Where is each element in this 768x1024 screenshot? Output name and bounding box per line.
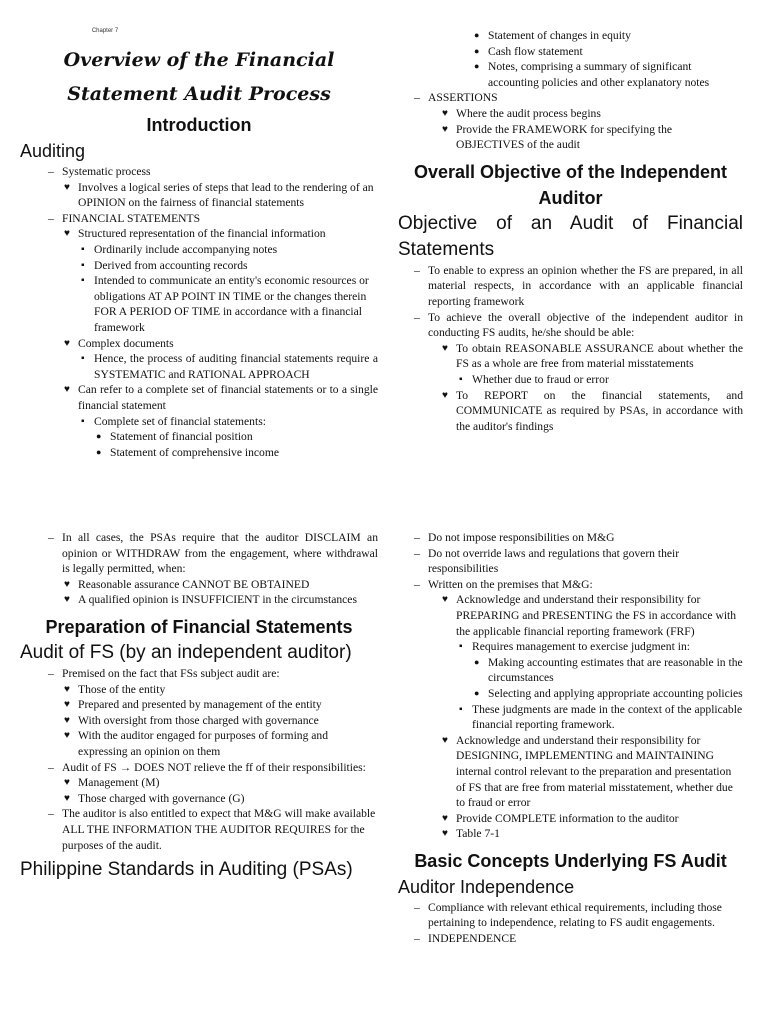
list-item: ● Statement of financial position <box>20 429 378 445</box>
heading-overall-objective: Overall Objective of the Independent Auditor <box>413 161 728 208</box>
list-item: ▪ Intended to communicate an entity's economic resources or obligations AT AP POINT IN TIME or the changes therein FOR A PERIOD OF TIME in accordance with a financial framework <box>20 273 378 335</box>
list-item: – The auditor is also entitled to expect that M&G will make available ALL THE INFORMATION THE AUDITOR REQUIRES for the purposes of the audit. <box>20 806 378 853</box>
list-item: ♥ Prepared and presented by management of the entity <box>20 697 378 713</box>
list-item: ● Notes, comprising a summary of significant accounting policies and other explanatory notes <box>398 59 743 90</box>
document-title-line-2: Statement Audit Process <box>67 83 331 105</box>
list-item: ● Selecting and applying appropriate accounting policies <box>398 686 743 702</box>
page-top-left <box>20 20 378 460</box>
list-item: ♥ Provide COMPLETE information to the auditor <box>398 811 743 827</box>
subheading-auditor-independence: Auditor Independence <box>398 876 575 897</box>
document-title-line-1: Overview of the Financial <box>63 49 335 71</box>
list-item: ▪ Whether due to fraud or error <box>398 372 743 388</box>
page-bottom-left <box>20 522 378 883</box>
list-item: ▪ Hence, the process of auditing financial statements require a SYSTEMATIC and RATIONAL APPROACH <box>20 351 378 382</box>
chapter-label: Chapter 7 <box>91 28 119 34</box>
list-item: ♥ Involves a logical series of steps that lead to the rendering of an OPINION on the fairness of financial statements <box>20 180 378 211</box>
list-item: ♥ Management (M) <box>20 775 378 791</box>
list-item: ● Making accounting estimates that are reasonable in the circumstances <box>398 655 743 686</box>
list-item: ♥ Those of the entity <box>20 682 378 698</box>
list-item: – FINANCIAL STATEMENTS <box>20 211 378 227</box>
list-item: – In all cases, the PSAs require that the auditor DISCLAIM an opinion or WITHDRAW from the engagement, where withdrawal is legally permitted, when: <box>20 530 378 577</box>
list-item: ▪ Complete set of financial statements: <box>20 414 378 430</box>
list-item: ● Statement of changes in equity <box>398 28 743 44</box>
list-item: ♥ Those charged with governance (G) <box>20 791 378 807</box>
heading-introduction: Introduction <box>146 115 252 135</box>
list-item: – INDEPENDENCE <box>398 931 743 947</box>
list-item: ♥ Acknowledge and understand their responsibility for PREPARING and PRESENTING the FS in accordance with the applicable financial reporting framework (FRF) <box>398 592 743 639</box>
subheading-audit-of-fs: Audit of FS (by an independent auditor) <box>20 641 352 663</box>
list-item: ▪ Ordinarily include accompanying notes <box>20 242 378 258</box>
list-item: – Do not override laws and regulations that govern their responsibilities <box>398 546 743 577</box>
list-item: ♥ A qualified opinion is INSUFFICIENT in the circumstances <box>20 592 378 608</box>
list-item: – Premised on the fact that FSs subject audit are: <box>20 666 378 682</box>
list-item: – Do not impose responsibilities on M&G <box>398 530 743 546</box>
list-item: ♥ With the auditor engaged for purposes of forming and expressing an opinion on them <box>20 728 378 759</box>
list-item: ♥ To obtain REASONABLE ASSURANCE about whether the FS as a whole are free from material misstatements <box>398 341 743 372</box>
list-item: ♥ Acknowledge and understand their responsibility for DESIGNING, IMPLEMENTING and MAINTAINING internal control relevant to the preparation and presentation of FS that are free from material misstatement, whether due to fraud or error <box>398 733 743 811</box>
list-item: – ASSERTIONS <box>398 90 743 106</box>
list-item: ● Statement of comprehensive income <box>20 445 378 461</box>
list-item: – Systematic process <box>20 164 378 180</box>
subheading-psas: Philippine Standards in Auditing (PSAs) <box>20 859 353 881</box>
list-item: ♥ To REPORT on the financial statements, and COMMUNICATE as required by PSAs, in accordance with the auditor's findings <box>398 388 743 435</box>
list-item: – To enable to express an opinion whether the FS are prepared, in all material respects, in accordance with an applicable financial reporting framework <box>398 263 743 310</box>
list-item: – To achieve the overall objective of the independent auditor in conducting FS audits, he/she should be able: <box>398 310 743 341</box>
disclaim-list <box>20 530 378 608</box>
audit-of-fs-list <box>20 666 378 853</box>
list-item: ♥ Complex documents <box>20 336 378 352</box>
auditing-outline <box>20 164 378 460</box>
list-item: ♥ Reasonable assurance CANNOT BE OBTAINED <box>20 577 378 593</box>
independence-list <box>398 900 743 947</box>
list-item: – Audit of FS → DOES NOT relieve the ff of their responsibilities: <box>20 760 378 776</box>
psa-premises-list <box>398 530 743 842</box>
list-item: – Written on the premises that M&G: <box>398 577 743 593</box>
list-item: ♥ Where the audit process begins <box>398 106 743 122</box>
heading-preparation-fs: Preparation of Financial Statements <box>45 616 353 637</box>
list-item: ▪ Derived from accounting records <box>20 258 378 274</box>
page-top-right <box>398 20 743 434</box>
objective-list <box>398 263 743 435</box>
list-item: – Compliance with relevant ethical requirements, including those pertaining to independence, relating to FS audit engagements. <box>398 900 743 931</box>
subheading-objective-audit: Objective of an Audit of Financial Statements <box>398 212 743 260</box>
list-item: ♥ Can refer to a complete set of financial statements or to a single financial statement <box>20 382 378 413</box>
list-item: ♥ Provide the FRAMEWORK for specifying the OBJECTIVES of the audit <box>398 122 743 153</box>
list-item: ● Cash flow statement <box>398 44 743 60</box>
list-item: ♥ Table 7-1 <box>398 826 743 842</box>
list-item: ♥ Structured representation of the financial information <box>20 226 378 242</box>
list-item: ▪ These judgments are made in the context of the applicable financial reporting framework. <box>398 702 743 733</box>
heading-basic-concepts: Basic Concepts Underlying FS Audit <box>414 850 727 871</box>
page-bottom-right <box>398 522 743 947</box>
subheading-auditing: Auditing <box>20 141 86 161</box>
list-item: ▪ Requires management to exercise judgment in: <box>398 639 743 655</box>
statements-continued-list <box>398 28 743 153</box>
list-item: ♥ With oversight from those charged with governance <box>20 713 378 729</box>
